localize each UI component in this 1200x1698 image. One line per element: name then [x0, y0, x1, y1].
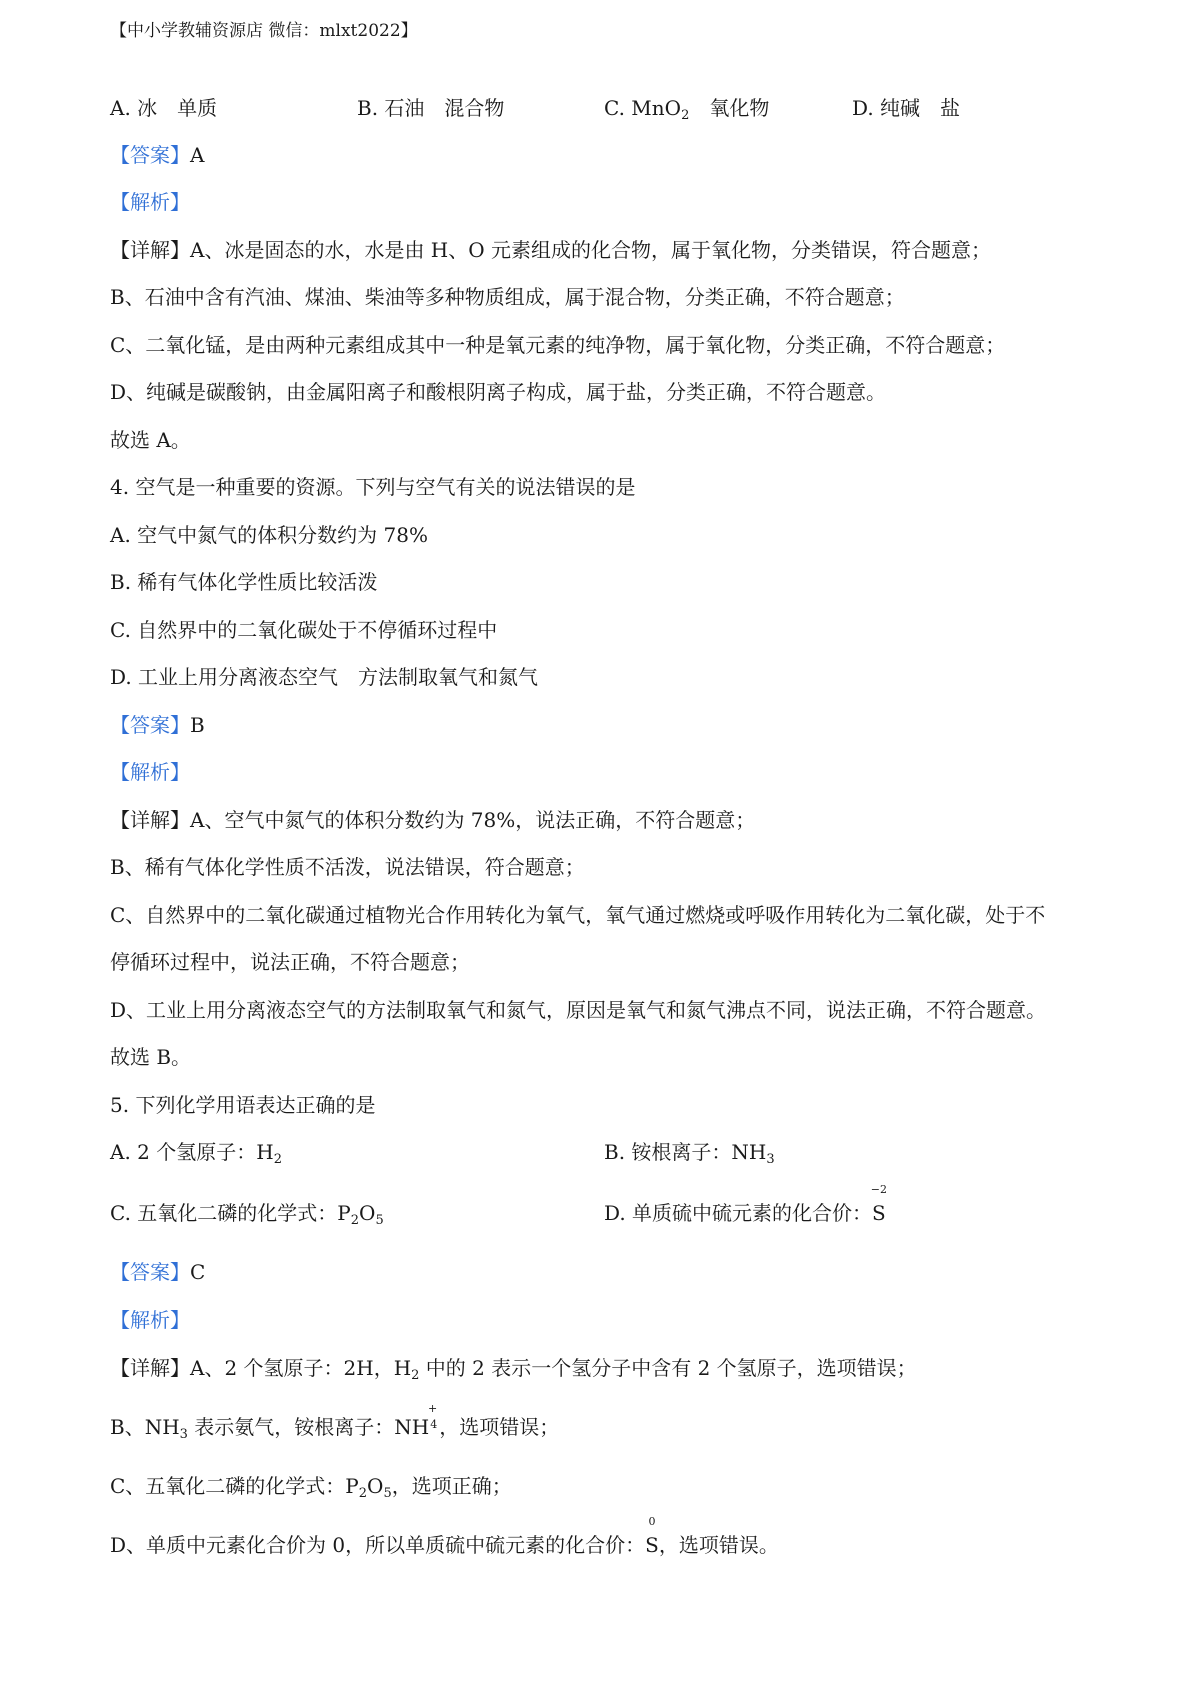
q5-option-a: A. 2 个氢原子：$H_2$: [110, 1140, 282, 1167]
ammonium-ion: NH + 4: [394, 1402, 438, 1439]
q3-option-d: D. 纯碱 盐: [852, 96, 961, 120]
q3-answer: 【答案】A: [110, 143, 205, 167]
q4-detail-3-cont: 停循环过程中，说法正确，不符合题意；: [110, 950, 470, 974]
q4-analysis-tag: 【解析】: [110, 760, 190, 784]
q3-option-a: A. 冰 单质: [110, 96, 218, 120]
page-header: 【中小学教辅资源店 微信：mlxt2022】: [110, 21, 418, 41]
q4-option-a: A. 空气中氮气的体积分数约为 78%: [110, 523, 428, 547]
q5-detail-4: D、单质中元素化合价为 0，所以单质硫中硫元素的化合价： 0 S，选项错误。: [110, 1515, 779, 1557]
q4-option-c: C. 自然界中的二氧化碳处于不停循环过程中: [110, 618, 498, 642]
q4-detail-3: C、自然界中的二氧化碳通过植物光合作用转化为氧气，氧气通过燃烧或呼吸作用转化为二氧化碳，处于不: [110, 903, 1046, 927]
q5-answer: 【答案】C: [110, 1260, 206, 1284]
valence-notation: −2 S: [870, 1183, 887, 1225]
q4-detail-1: 【详解】A、空气中氮气的体积分数约为 78%，说法正确，不符合题意；: [110, 808, 756, 832]
q3-conclusion: 故选 A。: [110, 428, 191, 452]
q3-option-b: B. 石油 混合物: [357, 96, 505, 120]
q5-analysis-tag: 【解析】: [110, 1308, 190, 1332]
q5-detail-2: B、$NH_3$ 表示氨气，铵根离子：NH + 4 ，选项错误；: [110, 1402, 560, 1442]
q4-option-b: B. 稀有气体化学性质比较活泼: [110, 570, 378, 594]
q3-detail-1: 【详解】A、冰是固态的水，水是由 H、O 元素组成的化合物，属于氧化物，分类错误，符合题意；: [110, 238, 991, 262]
q4-answer: 【答案】B: [110, 713, 205, 737]
q5-detail-3: C、五氧化二磷的化学式：$P_2O_5$，选项正确；: [110, 1474, 512, 1501]
q5-detail-1: 【详解】A、2 个氢原子：2H，$H_2$ 中的 2 表示一个氢分子中含有 2 个氢原子，选项错误；: [110, 1356, 917, 1383]
q5-option-b: B. 铵根离子：$NH_3$: [604, 1140, 775, 1167]
q4-option-d: D. 工业上用分离液态空气 方法制取氧气和氮气: [110, 665, 539, 689]
valence-notation: 0 S: [645, 1515, 659, 1557]
q3-detail-4: D、纯碱是碳酸钠，由金属阳离子和酸根阴离子构成，属于盐，分类正确，不符合题意。: [110, 380, 887, 404]
q3-detail-2: B、石油中含有汽油、煤油、柴油等多种物质组成，属于混合物，分类正确，不符合题意；: [110, 285, 905, 309]
q5-stem: 5. 下列化学用语表达正确的是: [110, 1093, 376, 1117]
q3-detail-3: C、二氧化锰，是由两种元素组成其中一种是氧元素的纯净物，属于氧化物，分类正确，不符合题意；: [110, 333, 1006, 357]
q4-stem: 4. 空气是一种重要的资源。下列与空气有关的说法错误的是: [110, 475, 636, 499]
q4-conclusion: 故选 B。: [110, 1045, 192, 1069]
q5-option-d: D. 单质硫中硫元素的化合价： −2 S: [604, 1183, 887, 1225]
q3-option-c: C. MnO$_2$ 氧化物: [604, 96, 770, 123]
q5-option-c: C. 五氧化二磷的化学式：$P_2O_5$: [110, 1201, 384, 1228]
q4-detail-2: B、稀有气体化学性质不活泼，说法错误，符合题意；: [110, 855, 585, 879]
q3-analysis-tag: 【解析】: [110, 190, 190, 214]
q4-detail-4: D、工业上用分离液态空气的方法制取氧气和氮气，原因是氧气和氮气沸点不同，说法正确，不符合题意。: [110, 998, 1047, 1022]
